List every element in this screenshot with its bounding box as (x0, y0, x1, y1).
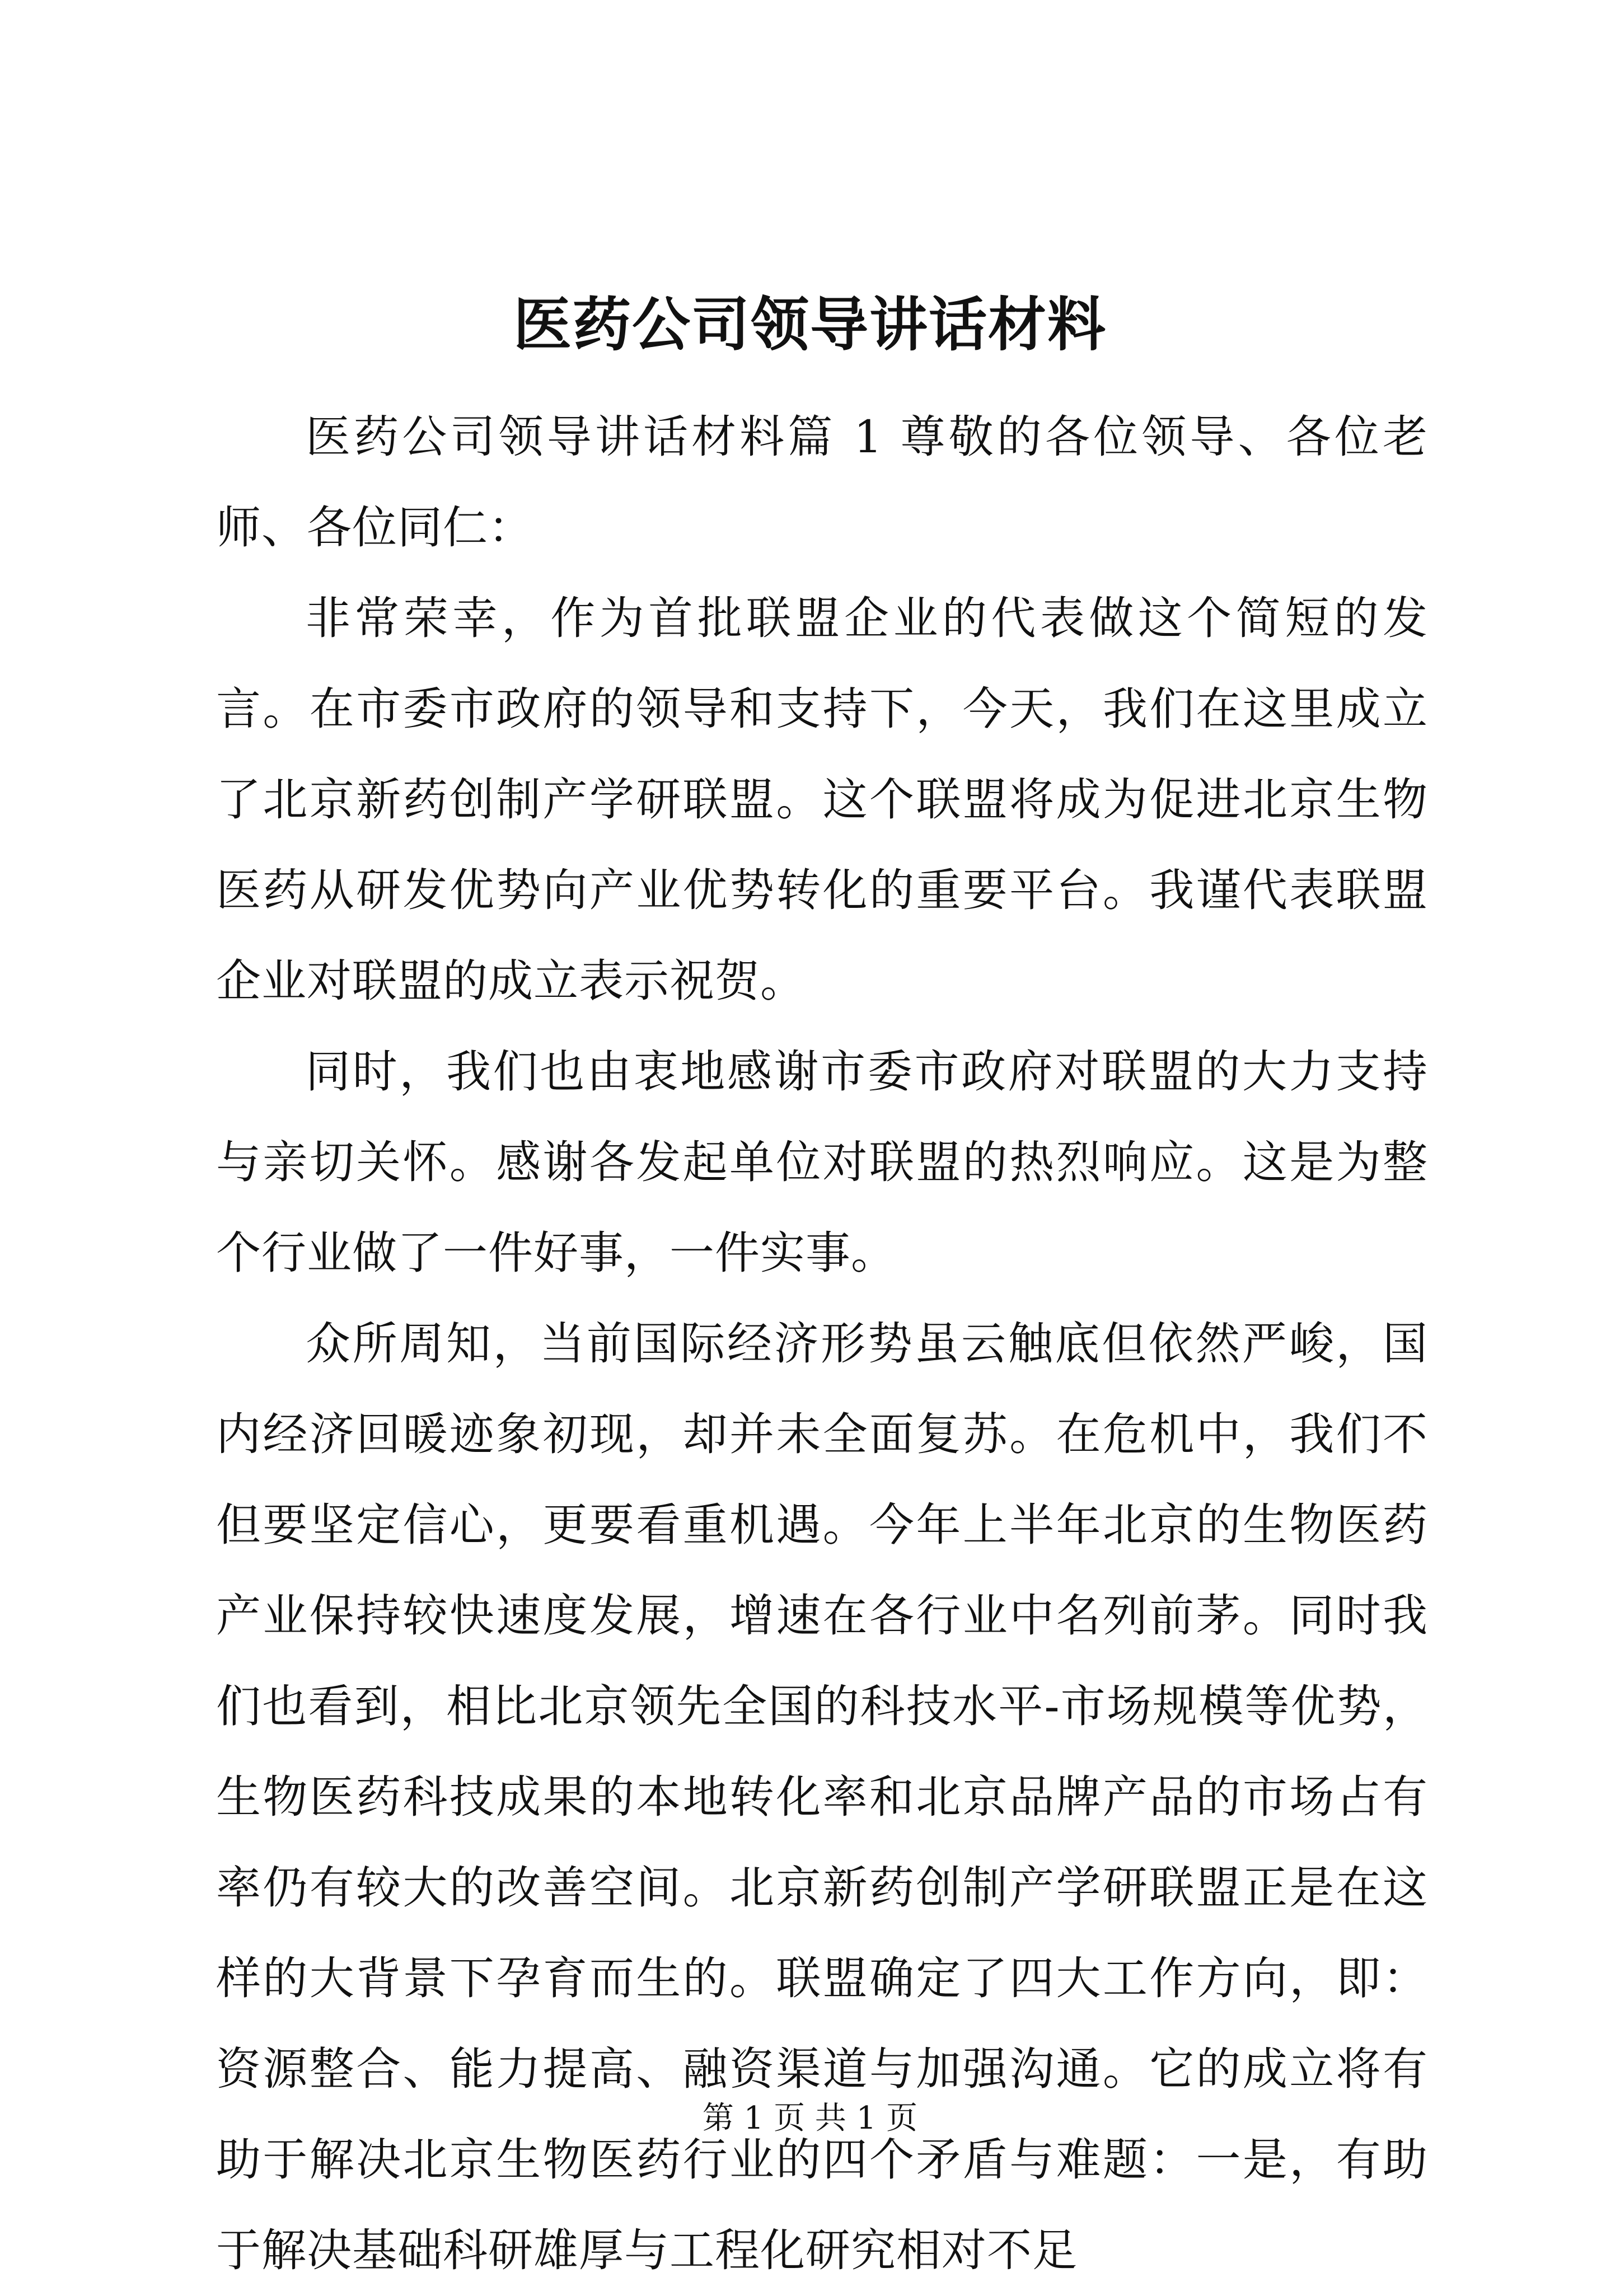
document-title: 医药公司领导讲话材料 (513, 290, 1107, 359)
paragraph-1: 医药公司领导讲话材料篇 1 尊敬的各位领导、各位老师、各位同仁： (216, 411, 1428, 554)
paragraph-2: 非常荣幸，作为首批联盟企业的代表做这个简短的发言。在市委市政府的领导和支持下，今天，我们在这里成立了北京新药创制产学研联盟。这个联盟将成为促进北京生物医药从研发优势向产业优势转化的重要平台。我谨代表联盟企业对联盟的成立表示祝贺。 (216, 592, 1428, 1007)
paragraph-4: 众所周知，当前国际经济形势虽云触底但依然严峻，国内经济回暖迹象初现，却并未全面复苏。在危机中，我们不但要坚定信心，更要看重机遇。今年上半年北京的生物医药产业保持较快速度发展，增速在各行业中名列前茅。同时我们也看到，相比北京领先全国的科技水平-市场规模等优势，生物医药科技成果的本地转化率和北京品牌产品的市场占有率仍有较大的改善空间。北京新药创制产学研联盟正是在这样的大背景下孕育而生的。联盟确定了四大工作方向，即：资源整合、能力提高、融资渠道与加强沟通。它的成立将有助于解决北京生物医药行业的四个矛盾与难题：一是，有助于解决基础科研雄厚与工程化研究相对不足 (216, 1318, 1428, 2276)
page-footer: 第 1 页 共 1 页 (702, 2100, 918, 2136)
document-body (216, 392, 1428, 2296)
paragraph-3: 同时，我们也由衷地感谢市委市政府对联盟的大力支持与亲切关怀。感谢各发起单位对联盟的热烈响应。这是为整个行业做了一件好事，一件实事。 (216, 1046, 1428, 1279)
